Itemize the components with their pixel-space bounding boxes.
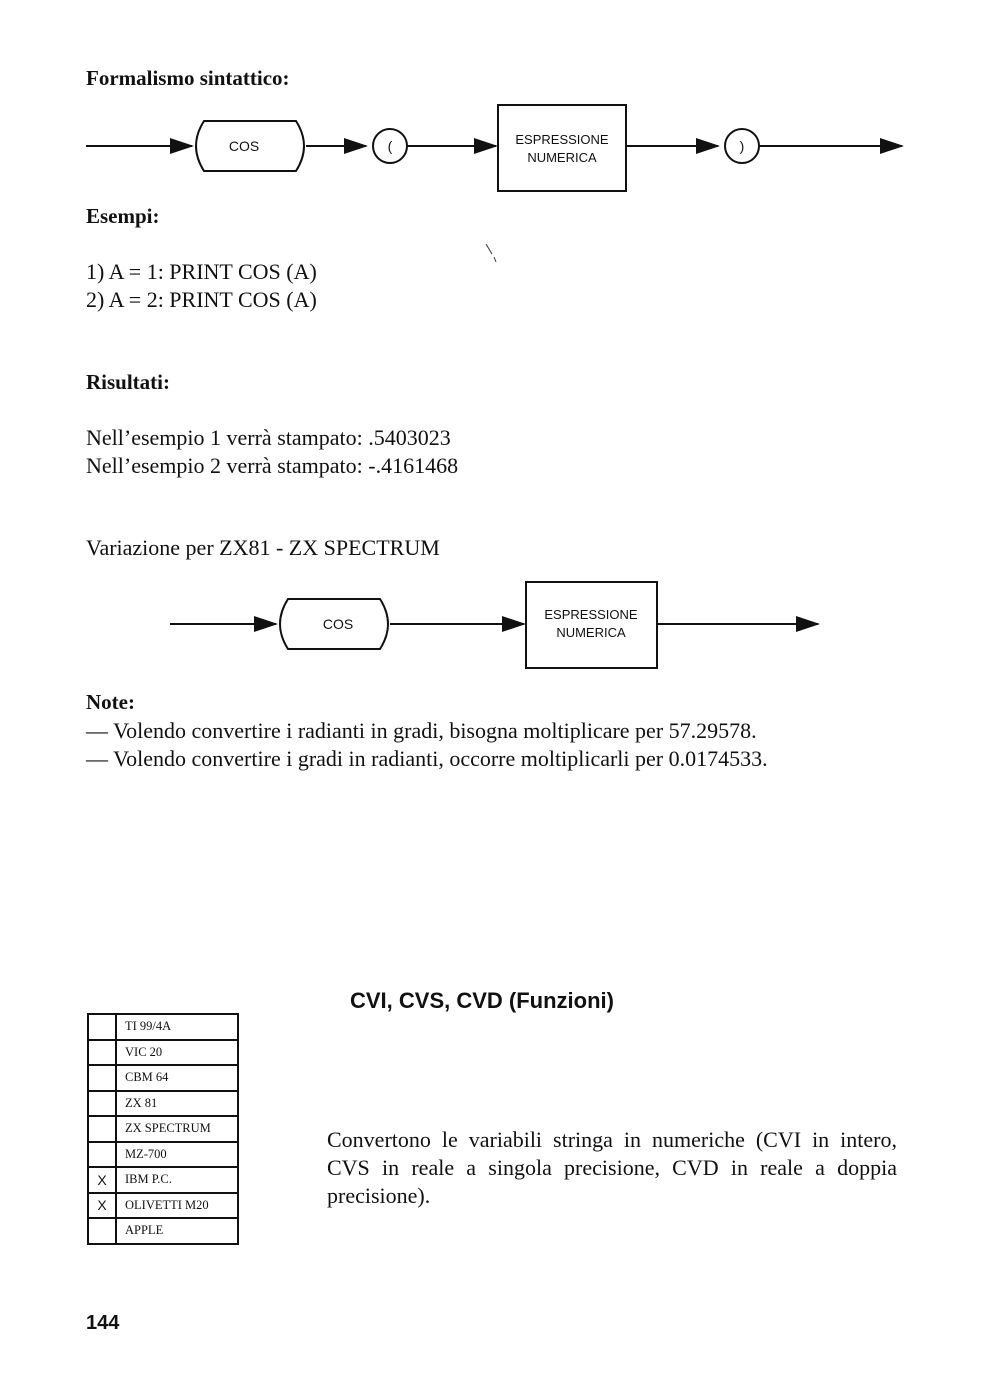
close-paren-text: )	[739, 138, 745, 154]
compat-row	[88, 1065, 238, 1091]
page-number: 144	[86, 1312, 120, 1334]
result-line: Nell’esempio 1 verrà stampato: .5403023	[86, 425, 451, 450]
compat-mark	[88, 1142, 116, 1168]
open-paren-text: (	[387, 138, 393, 154]
results-heading: Risultati:	[86, 370, 170, 394]
compat-row	[88, 1091, 238, 1117]
compat-system-name: ZX 81	[116, 1091, 238, 1117]
compat-mark: X	[88, 1193, 116, 1219]
section-paragraph: Convertono le variabili stringa in numeriche (CVI in intero, CVS in reale a singola precisione, CVD in reale a doppia precisione).	[327, 1127, 897, 1208]
compat-system-name: ZX SPECTRUM	[116, 1116, 238, 1142]
box-line1: ESPRESSIONE	[515, 132, 609, 147]
compat-mark	[88, 1040, 116, 1066]
compat-system-name: VIC 20	[116, 1040, 238, 1066]
result-line: Nell’esempio 2 verrà stampato: -.4161468	[86, 453, 459, 478]
section-title: CVI, CVS, CVD (Funzioni)	[350, 988, 614, 1013]
syntax-diagram-cos	[86, 105, 902, 191]
compat-mark: X	[88, 1167, 116, 1193]
compat-row	[88, 1116, 238, 1142]
compat-row	[88, 1040, 238, 1066]
example-line: 1) A = 1: PRINT COS (A)	[86, 259, 317, 284]
compat-mark	[88, 1065, 116, 1091]
compat-system-name: TI 99/4A	[116, 1014, 238, 1040]
compat-row	[88, 1167, 238, 1193]
syntax-heading: Formalismo sintattico:	[86, 66, 290, 90]
compat-system-name: MZ-700	[116, 1142, 238, 1168]
examples-heading: Esempi:	[86, 204, 160, 228]
compat-system-name: OLIVETTI M20	[116, 1193, 238, 1219]
compat-mark	[88, 1116, 116, 1142]
compat-mark	[88, 1014, 116, 1040]
notes-heading: Note:	[86, 690, 135, 714]
keyword-text-cos-zx: COS	[322, 616, 354, 632]
compat-system-name: APPLE	[116, 1218, 238, 1244]
variation-title: Variazione per ZX81 - ZX SPECTRUM	[86, 535, 440, 560]
compat-row	[88, 1218, 238, 1244]
syntax-diagram-cos-zx	[170, 582, 818, 668]
box2-line2: NUMERICA	[556, 625, 626, 640]
compat-mark	[88, 1218, 116, 1244]
compat-row	[88, 1142, 238, 1168]
keyword-text-cos: COS	[228, 138, 260, 154]
numeric-expression-box	[498, 105, 626, 191]
note-line: — Volendo convertire i radianti in gradi, bisogna moltiplicare per 57.29578.	[86, 718, 757, 743]
compat-mark	[88, 1091, 116, 1117]
compat-row	[88, 1193, 238, 1219]
compat-system-name: IBM P.C.	[116, 1167, 238, 1193]
note-line: — Volendo convertire i gradi in radianti, occorre moltiplicarli per 0.0174533.	[86, 746, 768, 771]
example-line: 2) A = 2: PRINT COS (A)	[86, 287, 317, 312]
compat-row	[88, 1014, 238, 1040]
compat-system-name: CBM 64	[116, 1065, 238, 1091]
box-line2: NUMERICA	[527, 150, 597, 165]
box2-line1: ESPRESSIONE	[544, 607, 638, 622]
compatibility-table	[87, 1013, 239, 1245]
